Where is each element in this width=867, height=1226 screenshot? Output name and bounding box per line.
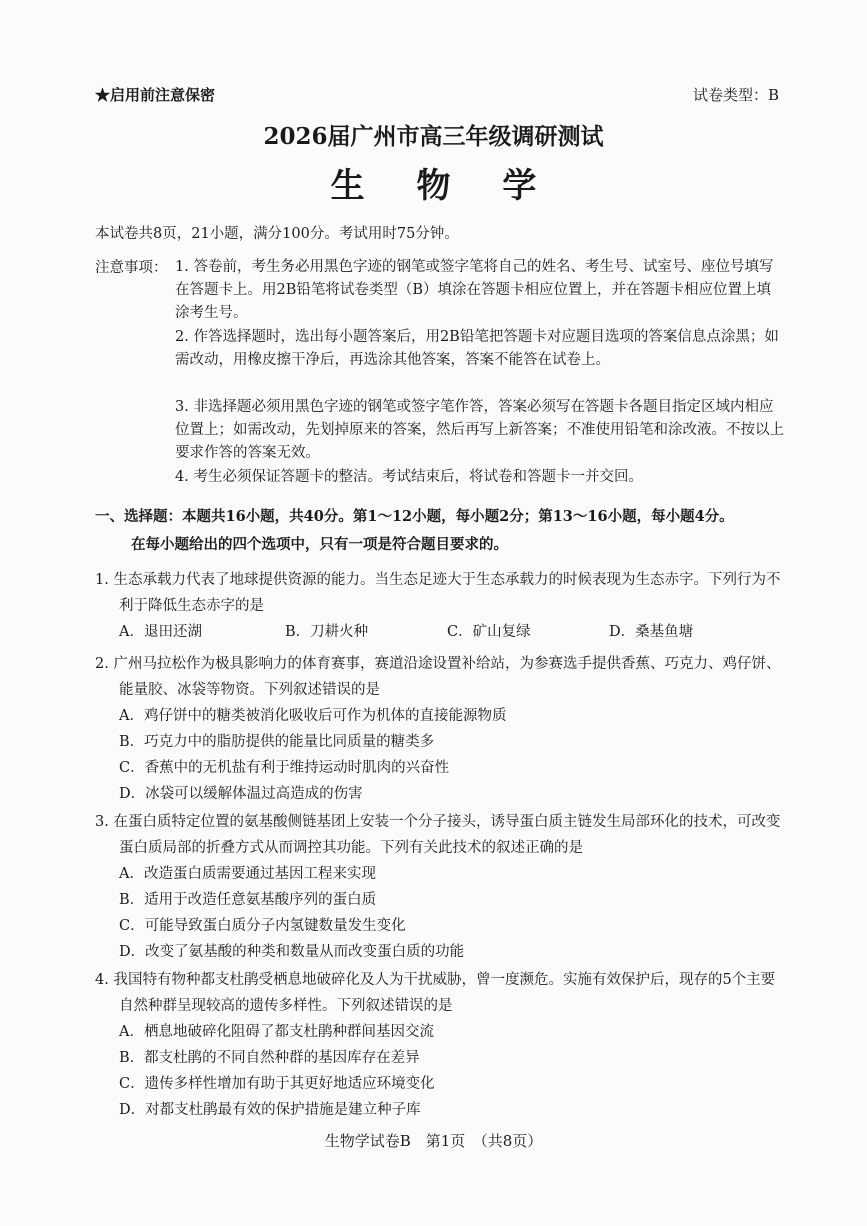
option-d: D．改变了氨基酸的种类和数量从而改变蛋白质的功能 [119,944,465,960]
notice-item: 2. 作答选择题时，选出每小题答案后，用2B铅笔把答题卡对应题目选项的答案信息点涂黑；如需改动，用橡皮擦干净后，再选涂其他答案，答案不能答在试卷上。 [175,329,779,368]
option-a: A．栖息地破碎化阻碍了都支杜鹃种群间基因交流 [119,1024,434,1040]
section-heading-line2: 在每小题给出的四个选项中，只有一项是符合题目要求的。 [131,536,508,553]
option-d: D．对都支杜鹃最有效的保护措施是建立种子库 [119,1102,421,1118]
option-a: A．退田还湖 [119,624,202,640]
question-stem: 2. 广州马拉松作为极具影响力的体育赛事，赛道沿途设置补给站，为参赛选手提供香蕉、巧克力、鸡仔饼、能量胶、冰袋等物资。下列叙述错误的是 [95,656,781,698]
notice-item: 1. 答卷前，考生务必用黑色字迹的钢笔或签字笔将自己的姓名、考生号、试室号、座位号填写在答题卡上。用2B铅笔将试卷类型（B）填涂在答题卡相应位置上，并在答题卡相应位置上填涂考生号。 [175,259,774,321]
option-c: C．香蕉中的无机盐有利于维持运动时肌肉的兴奋性 [119,760,450,776]
question-stem: 4. 我国特有物种都支杜鹃受栖息地破碎化及人为干扰威胁，曾一度濒危。实施有效保护后，现存的5个主要自然种群呈现较高的遗传多样性。下列叙述错误的是 [95,972,776,1014]
option-d: D．桑基鱼塘 [609,624,694,640]
paper-type-label: 试卷类型：B [692,86,779,104]
option-a: A．鸡仔饼中的糖类被消化吸收后可作为机体的直接能源物质 [119,708,507,724]
section-heading [95,503,785,559]
option-b: B．巧克力中的脂肪提供的能量比同质量的糖类多 [119,734,435,750]
page-footer: 生物学试卷B 第1页 （共8页） [324,1132,543,1150]
option-b: B．都支杜鹃的不同自然种群的基因库存在差异 [119,1050,420,1066]
question-1 [95,567,785,645]
question-stem: 1. 生态承载力代表了地球提供资源的能力。当生态足迹大于生态承载力的时候表现为生态赤字。下列行为不利于降低生态赤字的是 [95,572,781,614]
options-row [95,619,785,645]
question-2 [95,651,785,807]
notice-item: 4. 考生必须保证答题卡的整洁。考试结束后，将试卷和答题卡一并交回。 [175,469,643,485]
option-d: D．冰袋可以缓解体温过高造成的伤害 [119,786,363,802]
exam-title: 2026届广州市高三年级调研测试 [263,123,604,150]
question-4 [95,967,785,1123]
exam-intro: 本试卷共8页，21小题，满分100分。考试用时75分钟。 [95,226,459,242]
question-stem: 3. 在蛋白质特定位置的氨基酸侧链基团上安装一个分子接头，诱导蛋白质主链发生局部环化的技术，可改变蛋白质局部的折叠方式从而调控其功能。下列有关此技术的叙述正确的是 [95,814,781,856]
question-3 [95,809,785,965]
notice-label: 注意事项： [95,260,168,276]
option-b: B．适用于改造任意氨基酸序列的蛋白质 [119,892,377,908]
option-b: B．刀耕火种 [285,624,369,640]
notice-item: 3. 非选择题必须用黑色字迹的钢笔或签字笔作答，答案必须写在答题卡各题目指定区域内相应位置上；如需改动，先划掉原来的答案，然后再写上新答案；不准使用铅笔和涂改液。不按以上要求作答的答案无效。 [175,399,784,461]
option-c: C．矿山复绿 [447,624,531,640]
confidential-label: ★启用前注意保密 [95,86,216,104]
subject-title: 生 物 学 [330,166,557,206]
option-a: A．改造蛋白质需要通过基因工程来实现 [119,866,376,882]
option-c: C．可能导致蛋白质分子内氢键数量发生变化 [119,918,406,934]
option-c: C．遗传多样性增加有助于其更好地适应环境变化 [119,1076,435,1092]
section-heading-line1: 一、选择题：本题共16小题，共40分。第1～12小题，每小题2分；第13～16小题，每小题4分。 [95,508,734,525]
